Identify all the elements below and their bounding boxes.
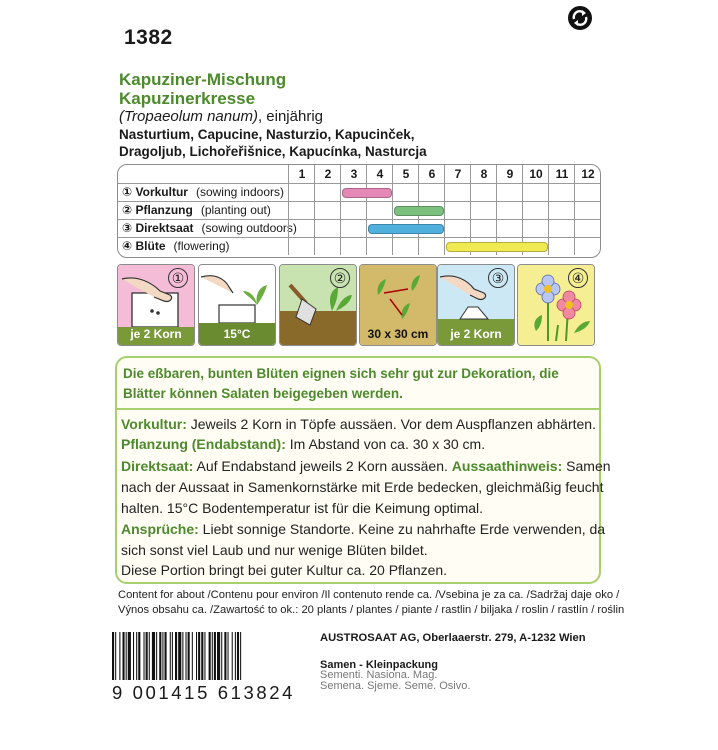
calendar-cell <box>418 237 444 255</box>
calendar-cell <box>418 183 444 201</box>
month-label: 2 <box>314 165 341 183</box>
calendar-cell <box>470 183 496 201</box>
pflanzung-line: Pflanzung (Endabstand): Im Abstand von ca. 30 x 30 cm. <box>121 436 486 452</box>
panel-planting-out <box>279 264 357 346</box>
ansprueche-line: Ansprüche: Liebt sonnige Standorte. Keine zu nahrhafte Erde verwenden, da <box>121 521 606 537</box>
latin-name-line <box>119 108 323 125</box>
calendar-cell <box>470 201 496 219</box>
step-number: ② <box>330 268 350 288</box>
row-label: ② Pflanzung (planting out) <box>122 203 271 217</box>
calendar-cell <box>522 219 548 237</box>
calendar-cell <box>392 183 418 201</box>
product-subtitle: Kapuzinerkresse <box>119 89 256 108</box>
vorkultur-line: Vorkultur: Jeweils 2 Korn in Töpfe aussäen. Vor dem Auspflanzen abhärten. <box>121 416 596 432</box>
month-label: 9 <box>496 165 523 183</box>
barcode <box>110 632 300 680</box>
month-label: 7 <box>444 165 471 183</box>
calendar-cell <box>288 183 314 201</box>
row-label: ③ Direktsaat (sowing outdoors) <box>122 221 297 235</box>
calendar-cell <box>470 219 496 237</box>
divider <box>117 408 599 410</box>
calendar-cell <box>522 201 548 219</box>
panel-spacing <box>359 264 437 346</box>
row-label: ① Vorkultur (sowing indoors) <box>122 185 284 199</box>
panel-label: je 2 Korn <box>130 327 182 341</box>
pack-title: Samen - Kleinpackung <box>320 659 438 671</box>
panel-germination <box>198 264 276 346</box>
calendar-cell <box>522 183 548 201</box>
row-label: ④ Blüte (flowering) <box>122 239 230 253</box>
calendar-cell <box>340 237 366 255</box>
calendar-header-row <box>118 165 600 183</box>
calendar-bar <box>394 206 444 216</box>
calendar-cell <box>392 237 418 255</box>
step-number: ④ <box>568 268 588 288</box>
product-title: Kapuziner-Mischung <box>119 70 287 89</box>
month-label: 11 <box>548 165 575 183</box>
panel-label: 30 x 30 cm <box>367 327 429 341</box>
intro-text: Die eßbaren, bunten Blüten eignen sich sehr gut zur Dekoration, die Blätter können Salaten beigegeben werden. <box>123 366 559 401</box>
calendar-cell <box>314 237 340 255</box>
step-number: ③ <box>488 268 508 288</box>
calendar-cell <box>444 183 470 201</box>
calendar-cell <box>314 219 340 237</box>
calendar-cell <box>340 201 366 219</box>
calendar-cell <box>548 237 574 255</box>
calendar-cell <box>288 237 314 255</box>
calendar-cell <box>288 219 314 237</box>
portion-line: Diese Portion bringt bei guter Kultur ca. 20 Pflanzen. <box>121 562 448 578</box>
ansprueche-line-2: sich sonst viel Laub und nur wenige Blüten bildet. <box>121 542 428 558</box>
panel-label: 15°C <box>223 327 251 341</box>
calendar-cell <box>548 219 574 237</box>
calendar-cell <box>444 201 470 219</box>
recycle-icon <box>567 5 593 31</box>
month-label: 5 <box>392 165 419 183</box>
panel-sowing-indoors <box>117 264 195 346</box>
calendar-bar <box>368 224 444 234</box>
calendar-cell <box>444 219 470 237</box>
calendar-cell <box>574 183 600 201</box>
step-number: ① <box>168 268 188 288</box>
ean-number: 9 001415 613824 <box>112 682 296 703</box>
pack-translations: Sementi. Nasiona. Mag. Semena. Sjeme. Seme. Osivo. <box>320 669 471 692</box>
month-label: 12 <box>574 165 601 183</box>
names-line-1: Nasturtium, Capucine, Nasturzio, Kapucinček, <box>119 127 415 142</box>
month-label: 8 <box>470 165 497 183</box>
calendar-cell <box>574 237 600 255</box>
content-info: Content for about /Contenu pour environ /Il contenuto rende ca. /Vsebina je za ca. /Sadržaj daje oko / Výnos obsahu ca. /Zawartość to ok.: 20 plants / plantes / piante / rastlin / biljaka / roslin / rastlín / roślin <box>118 589 625 616</box>
instructions-box <box>115 356 611 584</box>
calendar-bar <box>342 188 392 198</box>
hinweis-line-2: nach der Aussaat in Samenkornstärke mit Erde bedecken, gleichmäßig feucht <box>121 479 604 495</box>
calendar-cell <box>548 201 574 219</box>
month-label: 10 <box>522 165 549 183</box>
company-address: AUSTROSAAT AG, Oberlaaerstr. 279, A-1232 Wien <box>320 632 586 644</box>
calendar-cell <box>496 219 522 237</box>
calendar-cell <box>548 183 574 201</box>
month-label: 6 <box>418 165 445 183</box>
calendar-cell <box>314 201 340 219</box>
calendar-cell <box>314 183 340 201</box>
duration: , einjährig <box>257 108 323 125</box>
month-label: 1 <box>288 165 315 183</box>
calendar-cell <box>574 201 600 219</box>
product-code: 1382 <box>124 26 173 49</box>
panel-label: je 2 Korn <box>450 327 502 341</box>
calendar-cell <box>574 219 600 237</box>
calendar-cell <box>496 201 522 219</box>
calendar-cell <box>366 201 392 219</box>
calendar-cell <box>288 201 314 219</box>
latin-name: (Tropaeolum nanum) <box>119 108 258 125</box>
hinweis-line-3: halten. 15°C Bodentemperatur ist für die Keimung optimal. <box>121 500 484 516</box>
sowing-calendar <box>117 164 601 258</box>
panel-sowing-outdoors <box>437 264 515 346</box>
panel-flowering <box>517 264 595 346</box>
direktsaat-line: Direktsaat: Auf Endabstand jeweils 2 Korn aussäen. Aussaathinweis: Samen <box>121 458 611 474</box>
calendar-bar <box>446 242 548 252</box>
names-line-2: Dragoljub, Lichořeřišnice, Kapucínka, Nasturcja <box>119 144 427 159</box>
calendar-cell <box>496 183 522 201</box>
month-label: 3 <box>340 165 367 183</box>
month-label: 4 <box>366 165 393 183</box>
calendar-cell <box>340 219 366 237</box>
calendar-cell <box>366 237 392 255</box>
